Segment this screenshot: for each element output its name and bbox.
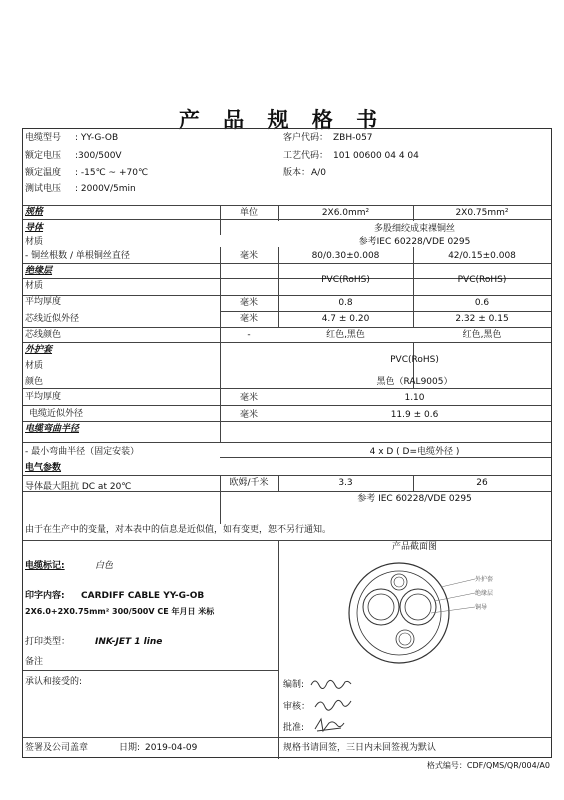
conductor-reference: 参考IEC 60228/VDE 0295 <box>358 237 471 247</box>
remark-label: 备注 <box>25 657 44 667</box>
test-voltage: : 2000V/5min <box>75 184 136 194</box>
rated-temp-label: 额定温度 <box>25 168 62 178</box>
approver-signature <box>311 715 347 735</box>
wire-count-b: 42/0.15±0.008 <box>448 251 516 261</box>
resistance-reference: 参考 IEC 60228/VDE 0295 <box>357 494 472 504</box>
ins-thickness-label: 平均厚度 <box>25 297 62 307</box>
core-color-unit: - <box>247 330 251 340</box>
approved-label: 批准: <box>283 723 305 733</box>
insulation-material-label: 材质 <box>25 281 44 291</box>
ins-thickness-unit: 毫米 <box>239 298 258 308</box>
conductor-material-label: 材质 <box>25 237 44 247</box>
core-od-b: 2.32 ± 0.15 <box>455 314 509 324</box>
date-value: 2019-04-09 <box>145 743 198 753</box>
sheath-material-label: 材质 <box>25 361 44 371</box>
bend-label: - 最小弯曲半径（固定安装） <box>25 447 140 457</box>
conductor-material: 多股细绞成束裸铜丝 <box>373 224 455 234</box>
core-color-b: 红色,黑色 <box>462 330 502 340</box>
insulation-section: 绝缘层 <box>25 266 53 276</box>
print-line-1: CARDIFF CABLE YY-G-OB <box>81 591 205 601</box>
version-label: 版本： <box>283 168 311 178</box>
bend-value: 4 x D ( D=电缆外径 ) <box>369 447 460 457</box>
print-content-label: 印字内容: <box>25 591 65 601</box>
wire-count-label: - 铜丝根数 / 单根铜丝直径 <box>25 251 130 261</box>
wire-count-unit: 毫米 <box>239 251 258 261</box>
sheath-thickness: 1.10 <box>404 393 425 403</box>
col-spec-header: 规格 <box>25 207 44 217</box>
sheath-material: PVC(RoHS) <box>390 355 439 365</box>
cable-od-unit: 毫米 <box>239 410 258 420</box>
signature-stamp-label: 签署及公司盖章 <box>25 743 89 753</box>
insulation-material-a: PVC(RoHS) <box>321 275 370 285</box>
cs-label-insulation: 绝缘层 <box>475 590 494 597</box>
version: A/0 <box>311 168 326 178</box>
ins-thickness-b: 0.6 <box>474 298 490 308</box>
form-number: 格式编号：CDF/QMS/QR/004/A0 <box>426 761 550 770</box>
document-title: 产 品 规 格 书 <box>178 107 386 132</box>
core-od-a: 4.7 ± 0.20 <box>321 314 370 324</box>
sheath-section: 外护套 <box>25 345 53 355</box>
col-a-header: 2X6.0mm² <box>321 208 370 218</box>
core-color-a: 红色,黑色 <box>326 330 365 340</box>
insulation-material-b: PVC(RoHS) <box>457 275 507 285</box>
reviewer-signature <box>313 695 353 713</box>
cs-label-sheath: 外护套 <box>475 576 494 583</box>
cross-section-diagram <box>341 557 501 667</box>
resistance-unit: 欧姆/千米 <box>229 478 269 488</box>
resistance-b: 26 <box>476 478 488 488</box>
wire-count-a: 80/0.30±0.008 <box>311 251 380 261</box>
cable-mark-label: 电缆标记: <box>25 561 65 571</box>
core-od-label: 芯线近似外径 <box>25 314 80 324</box>
customer-code: ZBH-057 <box>333 133 373 143</box>
test-voltage-label: 测试电压 <box>25 184 62 194</box>
sheath-color-label: 颜色 <box>25 377 44 387</box>
cable-od-label: 电缆近似外径 <box>29 409 84 419</box>
sheath-thickness-unit: 毫米 <box>239 393 258 403</box>
print-type-label: 打印类型： <box>25 637 71 647</box>
rated-voltage-label: 额定电压 <box>25 151 62 161</box>
approval-label: 承认和接受的: <box>25 677 83 687</box>
compiler-signature <box>309 675 355 691</box>
spec-sheet <box>22 128 552 758</box>
disclaimer-note: 由于在生产中的变量，对本表中的信息是近似值，如有变更，恕不另行通知。 <box>25 525 332 535</box>
cs-label-conductor: 铜导 <box>475 604 488 611</box>
sheath-color: 黑色（RAL9005） <box>376 377 453 387</box>
resistance-a: 3.3 <box>338 478 353 488</box>
print-line-2: 2X6.0+2X0.75mm² 300/500V CE 年月日 米标 <box>25 607 215 616</box>
date-label: 日期: <box>119 743 141 753</box>
cable-model: : YY-G-OB <box>75 133 119 143</box>
conductor-section: 导体 <box>25 223 44 233</box>
electrical-section: 电气参数 <box>25 463 62 473</box>
core-od-unit: 毫米 <box>239 314 258 324</box>
compiled-label: 编制: <box>283 680 305 690</box>
col-unit-header: 单位 <box>239 208 258 218</box>
process-code-label: 工艺代码： <box>283 151 329 161</box>
bend-section: 电缆弯曲半径 <box>25 424 80 434</box>
ins-thickness-a: 0.8 <box>338 298 353 308</box>
core-color-label: 芯线颜色 <box>25 330 62 340</box>
col-b-header: 2X0.75mm² <box>455 208 509 218</box>
cable-mark-value: 白色 <box>95 561 114 571</box>
cable-model-label: 电缆型号 <box>25 133 62 143</box>
process-code: 101 00600 04 4 04 <box>333 151 419 161</box>
sheath-thickness-label: 平均厚度 <box>25 392 62 402</box>
reply-note: 规格书请回签，三日内未回签视为默认 <box>283 743 437 753</box>
print-type: INK-JET 1 line <box>95 637 163 647</box>
cable-od: 11.9 ± 0.6 <box>390 410 439 420</box>
rated-temp: : -15℃ ~ +70℃ <box>75 168 149 178</box>
cross-section-title: 产品截面图 <box>391 542 437 552</box>
reviewed-label: 审核： <box>283 702 311 712</box>
resistance-label: 导体最大阻抗 DC at 20℃ <box>25 482 132 492</box>
customer-code-label: 客户代码： <box>283 133 329 143</box>
rated-voltage: :300/500V <box>75 151 122 161</box>
